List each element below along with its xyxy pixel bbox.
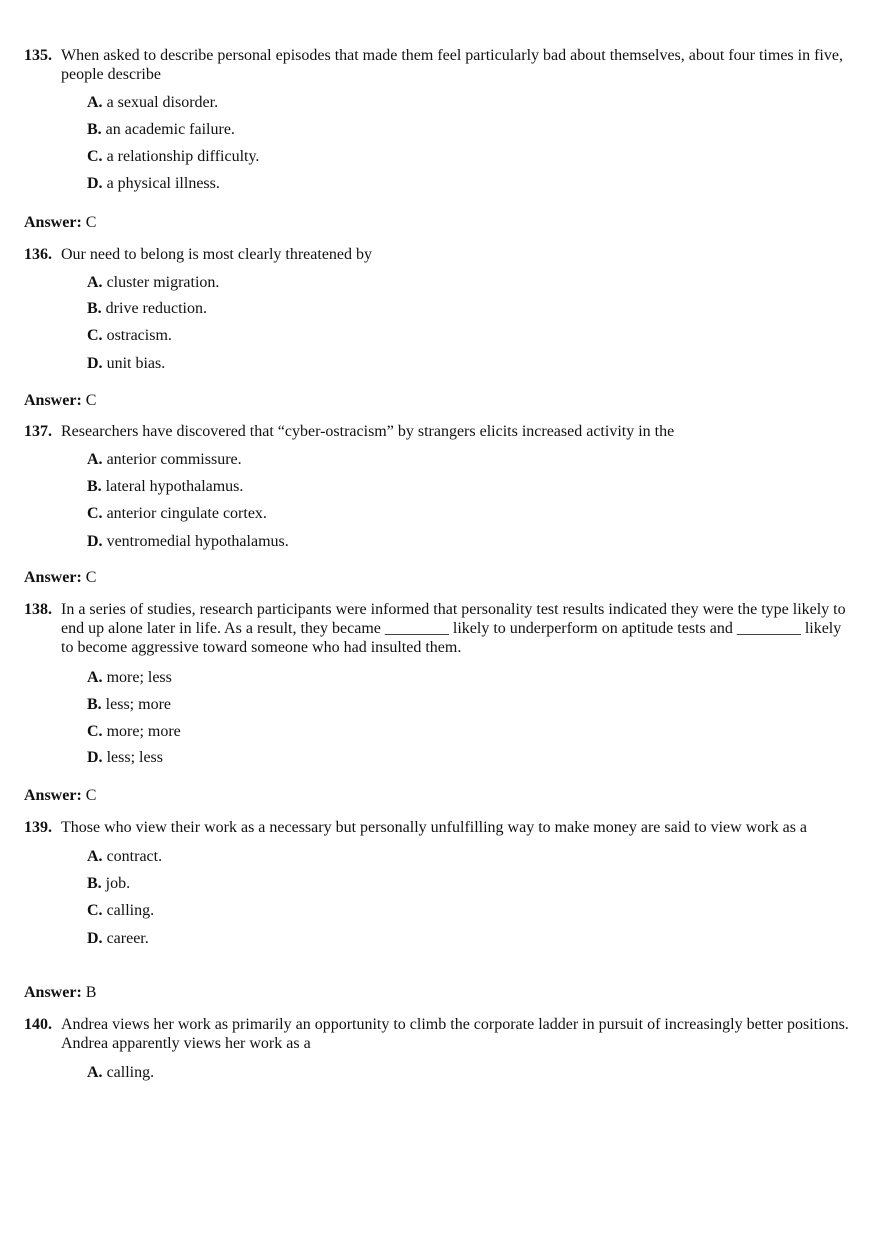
option-letter: D. [87, 355, 103, 372]
answer-value: B [85, 984, 97, 1001]
answer-label: Answer: [24, 392, 82, 409]
option-letter: D. [87, 175, 103, 192]
question-stem [24, 422, 856, 441]
question-number: 140. [24, 1016, 52, 1033]
option-letter: A. [87, 1064, 103, 1081]
option-letter: C. [87, 902, 103, 919]
question-stem [24, 1015, 856, 1053]
answer-135 [24, 213, 96, 232]
option-letter: D. [87, 749, 103, 766]
answer-label: Answer: [24, 787, 82, 804]
option-letter: A. [87, 451, 103, 468]
question-139 [24, 818, 856, 947]
answer-138 [24, 786, 96, 805]
option-letter: D. [87, 930, 103, 947]
answer-139 [24, 983, 96, 1002]
option-text: cluster migration. [106, 274, 220, 291]
question-stem [24, 818, 856, 837]
option-b [87, 874, 130, 893]
option-text: job. [105, 875, 131, 892]
option-text: less; less [106, 749, 164, 766]
option-text: more; more [106, 723, 181, 740]
answer-value: C [85, 392, 97, 409]
question-text: Our need to belong is most clearly threatened by [61, 246, 373, 263]
option-text: a physical illness. [106, 175, 220, 192]
option-letter: B. [87, 300, 102, 317]
question-140 [24, 1015, 856, 1081]
option-c [87, 504, 267, 523]
option-b [87, 695, 171, 714]
option-b [87, 299, 207, 318]
answer-label: Answer: [24, 214, 82, 231]
option-text: drive reduction. [105, 300, 207, 317]
question-text: Researchers have discovered that “cyber-ostracism” by strangers elicits increased activity in the [61, 423, 675, 440]
option-letter: A. [87, 669, 103, 686]
option-d [87, 354, 165, 373]
question-135 [24, 46, 856, 192]
option-text: a sexual disorder. [106, 94, 219, 111]
option-a [87, 450, 242, 469]
question-text: When asked to describe personal episodes that made them feel particularly bad about themselves, about four times in five, people describe [61, 47, 843, 83]
option-text: calling. [106, 902, 155, 919]
option-text: more; less [106, 669, 172, 686]
option-b [87, 477, 243, 496]
question-text: Andrea views her work as primarily an opportunity to climb the corporate ladder in pursuit of increasingly better positions. Andrea apparently views her work as a [61, 1016, 849, 1052]
option-letter: C. [87, 148, 103, 165]
option-a [87, 668, 172, 687]
question-stem [24, 46, 856, 84]
question-number: 137. [24, 423, 52, 440]
option-c [87, 901, 154, 920]
answer-137 [24, 568, 96, 587]
option-text: ventromedial hypothalamus. [106, 533, 289, 550]
answer-value: C [85, 787, 97, 804]
option-text: contract. [106, 848, 163, 865]
answer-label: Answer: [24, 569, 82, 586]
question-137 [24, 422, 856, 550]
question-138 [24, 600, 856, 766]
option-d [87, 748, 163, 767]
option-letter: C. [87, 723, 103, 740]
option-text: career. [106, 930, 149, 947]
option-c [87, 326, 172, 345]
option-c [87, 722, 181, 741]
option-d [87, 532, 289, 551]
option-text: calling. [106, 1064, 155, 1081]
option-letter: A. [87, 274, 103, 291]
question-number: 138. [24, 601, 52, 618]
option-a [87, 93, 218, 112]
option-text: ostracism. [106, 327, 172, 344]
option-d [87, 174, 220, 193]
option-d [87, 929, 149, 948]
question-stem [24, 245, 856, 264]
question-text: Those who view their work as a necessary but personally unfulfilling way to make money are said to view work as a [61, 819, 808, 836]
question-stem [24, 600, 856, 657]
option-text: lateral hypothalamus. [105, 478, 244, 495]
option-letter: B. [87, 696, 102, 713]
answer-value: C [85, 569, 97, 586]
answer-136 [24, 391, 96, 410]
option-a [87, 273, 219, 292]
option-text: a relationship difficulty. [106, 148, 260, 165]
question-number: 136. [24, 246, 52, 263]
option-b [87, 120, 235, 139]
option-text: unit bias. [106, 355, 166, 372]
question-text: In a series of studies, research participants were informed that personality test results indicated they were the type likely to end up alone later in life. As a result, they became ________ likely to underperform on aptitude tests and ________ likely to become aggressive toward someone who had insulted them. [61, 601, 846, 656]
question-136 [24, 245, 856, 372]
option-text: an academic failure. [105, 121, 235, 138]
option-text: anterior cingulate cortex. [106, 505, 267, 522]
option-a [87, 847, 162, 866]
answer-value: C [85, 214, 97, 231]
option-text: less; more [105, 696, 171, 713]
option-letter: B. [87, 478, 102, 495]
question-number: 135. [24, 47, 52, 64]
option-letter: A. [87, 94, 103, 111]
option-text: anterior commissure. [106, 451, 242, 468]
option-letter: A. [87, 848, 103, 865]
option-a [87, 1063, 154, 1082]
option-letter: B. [87, 121, 102, 138]
question-number: 139. [24, 819, 52, 836]
option-letter: D. [87, 533, 103, 550]
option-letter: B. [87, 875, 102, 892]
answer-label: Answer: [24, 984, 82, 1001]
option-c [87, 147, 259, 166]
option-letter: C. [87, 327, 103, 344]
option-letter: C. [87, 505, 103, 522]
